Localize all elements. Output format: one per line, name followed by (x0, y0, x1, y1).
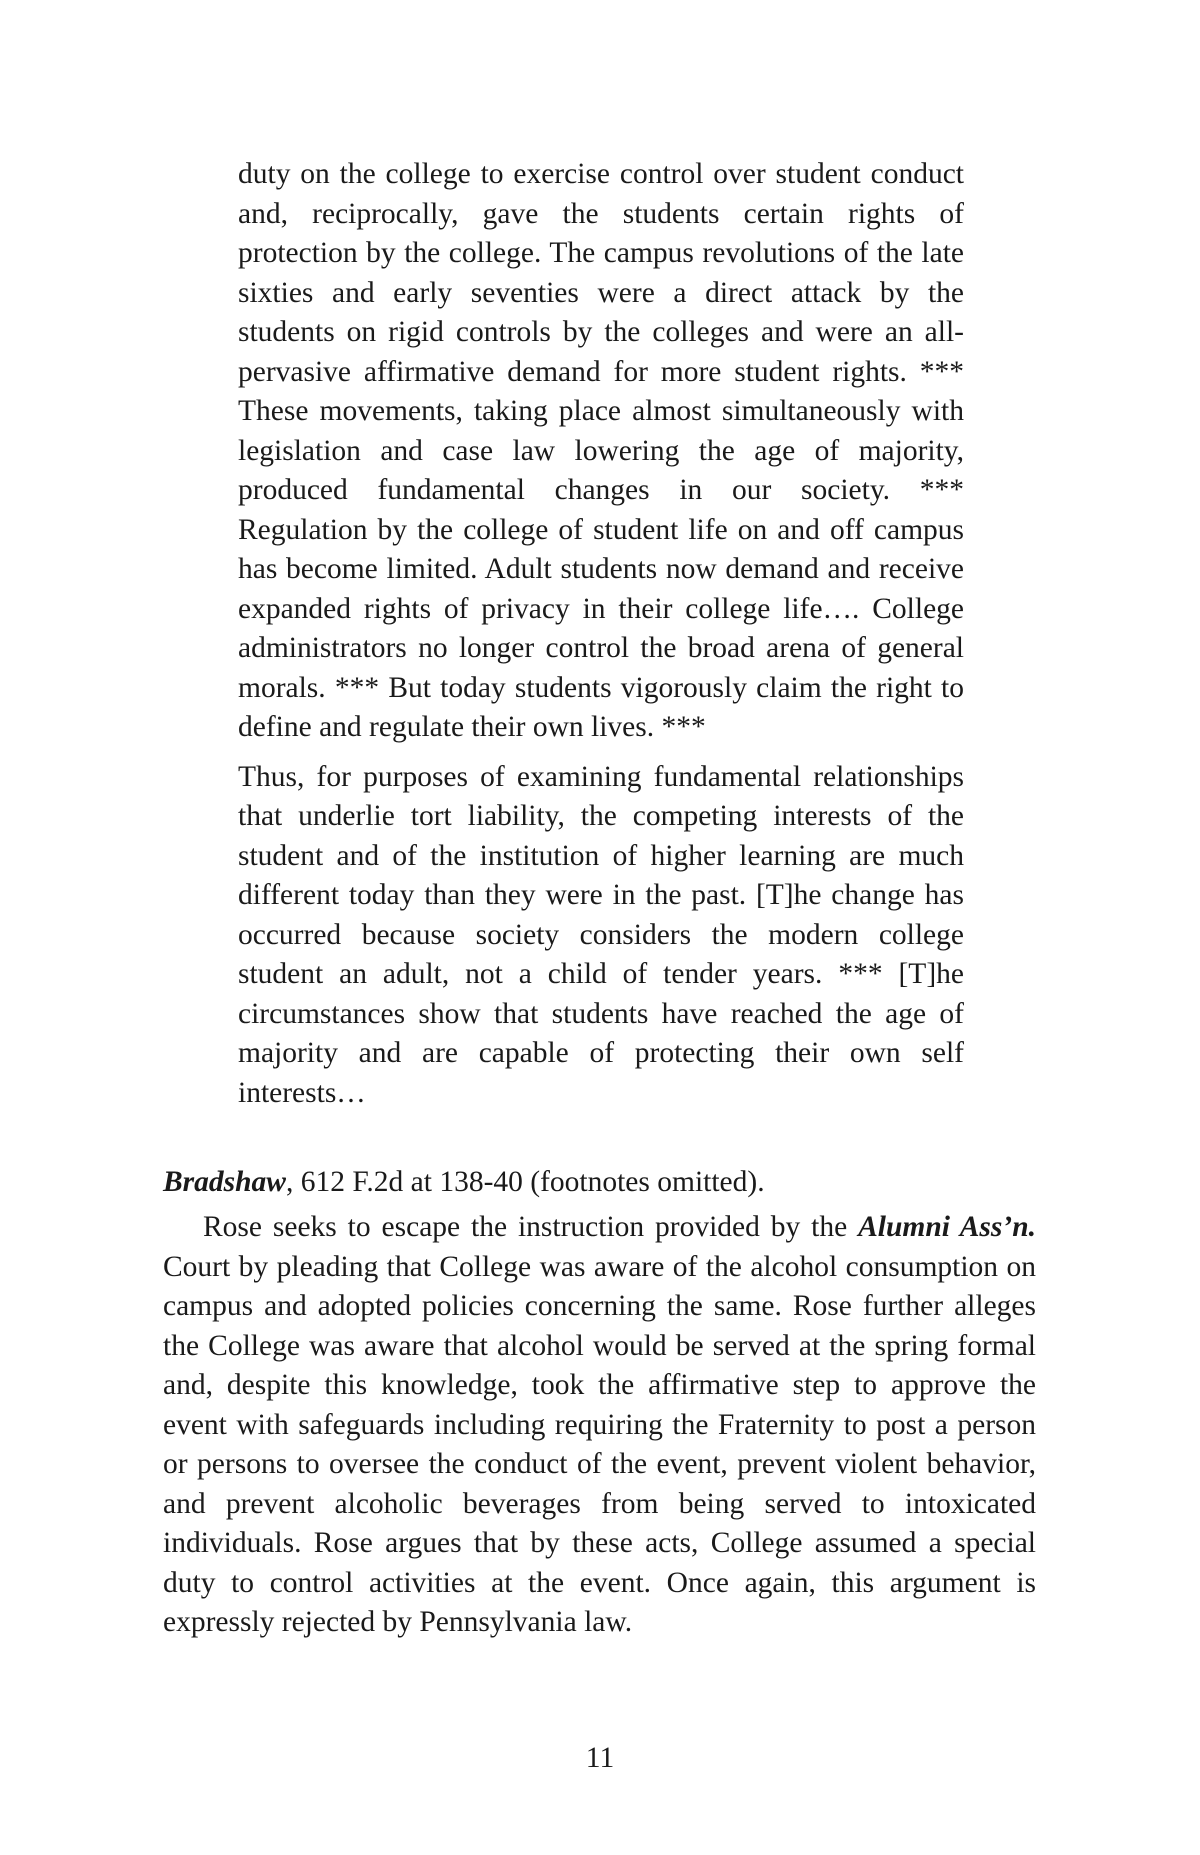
quote-paragraph-2: Thus, for purposes of examining fundamental relationships that underlie tort liability, the competing interests of the student and of the institution of higher learning are much different today than they were in the past. [T]he change has occurred because society considers the modern college student an adult, not a child of tender years. *** [T]he circumstances show that students have reached the age of majority and are capable of protecting their own self interests… (238, 760, 964, 1109)
block-quote (238, 155, 964, 1113)
citation (163, 1163, 1043, 1203)
body-paragraph (163, 1208, 1036, 1643)
page-number: 11 (585, 1742, 615, 1774)
body-intro: Rose seeks to escape the instruction provided by the (203, 1211, 859, 1243)
citation-reference: , 612 F.2d at 138-40 (footnotes omitted). (285, 1166, 765, 1198)
body-rest: Court by pleading that College was aware of the alcohol consumption on campus and adopted policies concerning the same. Rose further alleges the College was aware that alcohol would be served at the spring formal and, despite this knowledge, took the affirmative step to approve the event with safeguards including requiring the Fraternity to post a person or persons to oversee the conduct of the event, prevent violent behavior, and prevent alcoholic beverages from being served to intoxicated individuals. Rose argues that by these acts, College assumed a special duty to control activities at the event. Once again, this argument is expressly rejected by Pennsylvania law. (163, 1250, 1036, 1638)
body-case-name: Alumni Ass’n. (858, 1211, 1036, 1243)
quote-paragraph-1: duty on the college to exercise control over student conduct and, reciprocally, gave the students certain rights of protection by the college. The campus revolutions of the late sixties and early seventies were a direct attack by the students on rigid controls by the colleges and were an all-pervasive affirmative demand for more student rights. *** These movements, taking place almost simultaneously with legislation and case law lowering the age of majority, produced fundamental changes in our society. *** Regulation by the college of student life on and off campus has become limited. Adult students now demand and receive expanded rights of privacy in their college life…. College administrators no longer control the broad arena of general morals. *** But today students vigorously claim the right to define and regulate their own lives. *** (238, 158, 964, 743)
citation-case-name: Bradshaw (163, 1166, 286, 1198)
